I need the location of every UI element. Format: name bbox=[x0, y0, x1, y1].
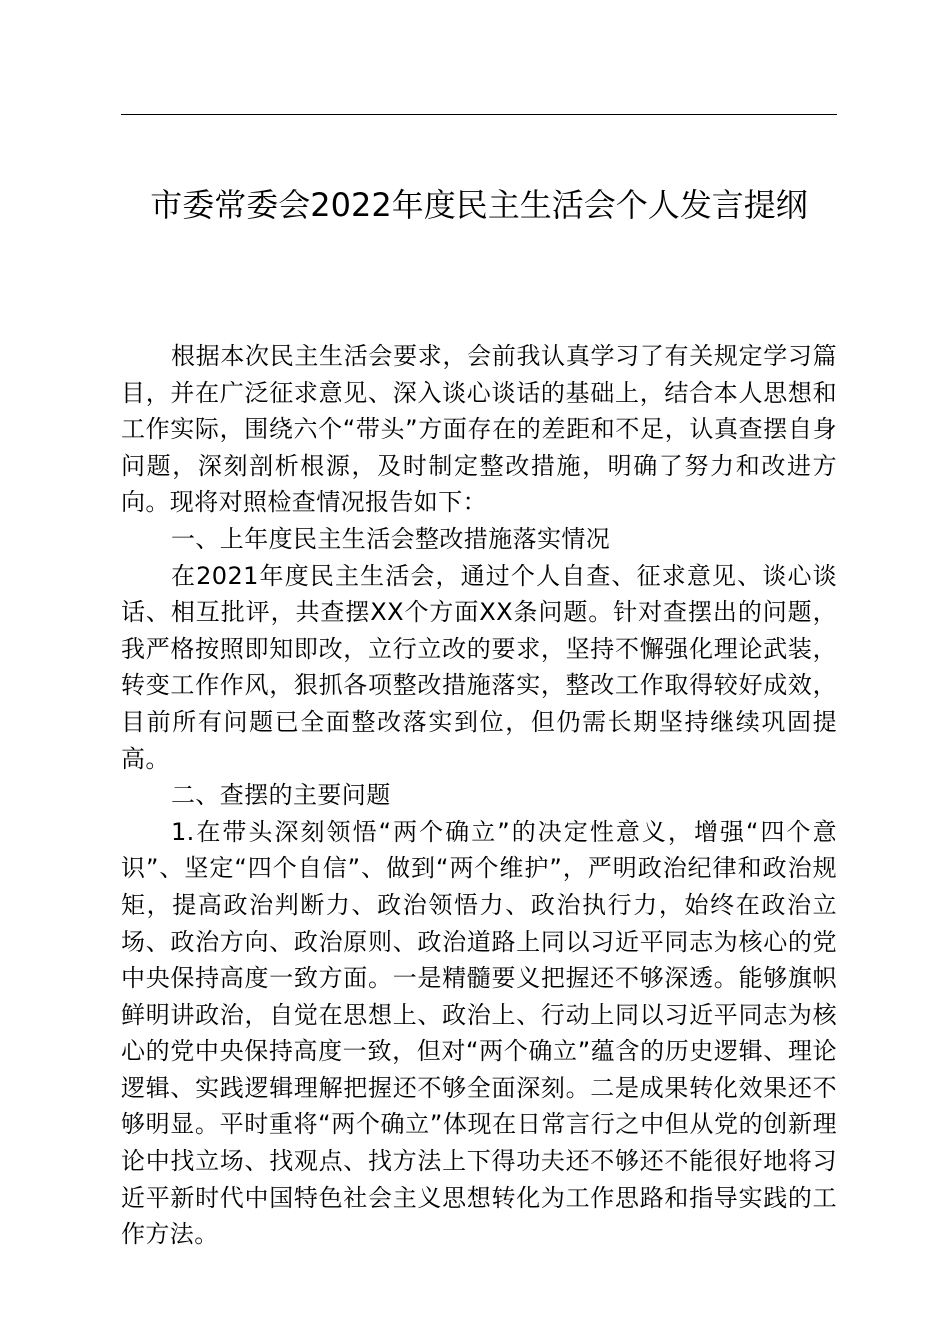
section-heading-2: 二、查摆的主要问题 bbox=[171, 781, 391, 810]
document-body bbox=[121, 338, 837, 1253]
header-rule bbox=[121, 114, 837, 115]
section-heading-1: 一、上年度民主生活会整改措施落实情况 bbox=[171, 524, 611, 553]
section-1-paragraph: 在2021年度民主生活会，通过个人自查、征求意见、谈心谈话、相互批评，共查摆XX个方面XX条问题。针对查摆出的问题，我严格按照即知即改，立行立改的要求，坚持不懈强化理论武装，转变工作作风，狠抓各项整改措施落实，整改工作取得较好成效，目前所有问题已全面整改落实到位，但仍需长期坚持继续巩固提高。 bbox=[121, 561, 837, 773]
document-title: 市委常委会2022年度民主生活会个人发言提纲 bbox=[150, 186, 808, 224]
section-2-item-1-paragraph: 1.在带头深刻领悟“两个确立”的决定性意义，增强“四个意识”、坚定“四个自信”、做到“两个维护”，严明政治纪律和政治规矩，提高政治判断力、政治领悟力、政治执行力，始终在政治立场、政治方向、政治原则、政治道路上同以习近平同志为核心的党中央保持高度一致方面。一是精髓要义把握还不够深透。能够旗帜鲜明讲政治，自觉在思想上、政治上、行动上同以习近平同志为核心的党中央保持高度一致，但对“两个确立”蕴含的历史逻辑、理论逻辑、实践逻辑理解把握还不够全面深刻。二是成果转化效果还不够明显。平时重将“两个确立”体现在日常言行之中但从党的创新理论中找立场、找观点、找方法上下得功夫还不够还不能很好地将习近平新时代中国特色社会主义思想转化为工作思路和指导实践的工作方法。 bbox=[121, 817, 837, 1249]
intro-paragraph: 根据本次民主生活会要求，会前我认真学习了有关规定学习篇目，并在广泛征求意见、深入谈心谈话的基础上，结合本人思想和工作实际，围绕六个“带头”方面存在的差距和不足，认真查摆自身问题，深刻剖析根源，及时制定整改措施，明确了努力和改进方向。现将对照检查情况报告如下： bbox=[121, 342, 837, 517]
